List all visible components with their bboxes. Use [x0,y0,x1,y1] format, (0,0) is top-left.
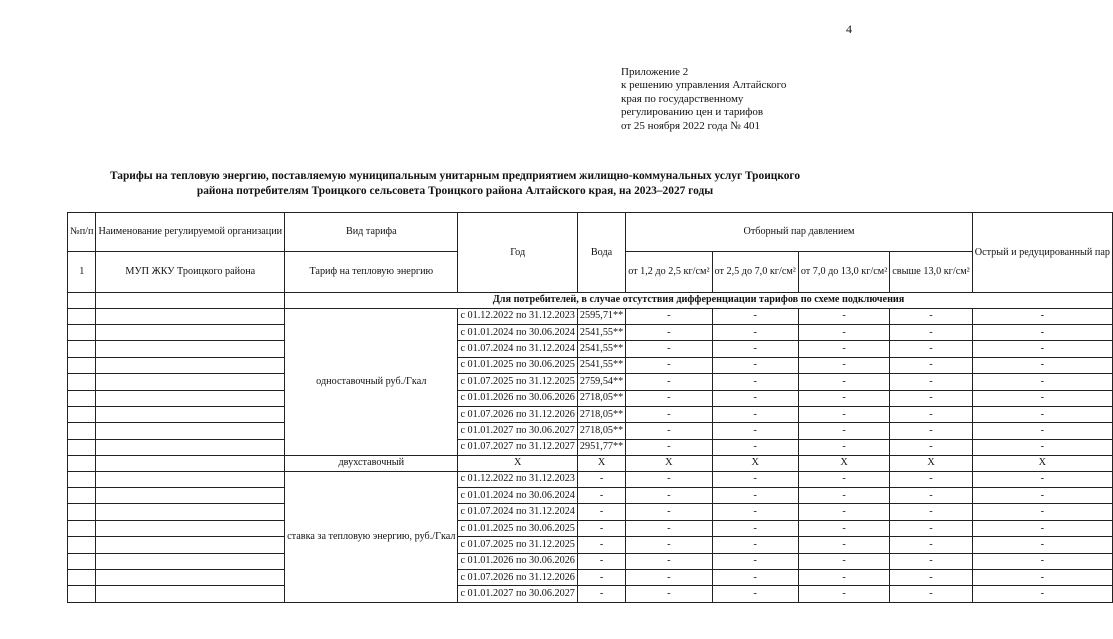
header-tariff-type: Вид тарифа [285,213,458,252]
steam-value: - [712,423,798,439]
org-cell [96,374,285,390]
table-row [68,357,1113,373]
period-cell: с 01.07.2025 по 31.12.2025 [458,537,577,553]
water-value: 2718,05** [577,423,625,439]
appendix-line: к решению управления Алтайского [621,79,787,92]
num-cell [68,471,96,487]
num-cell [68,586,96,602]
steam-value: - [890,537,972,553]
table-row [68,504,1113,520]
title-line: Тарифы на тепловую энергию, поставляемую муниципальным унитарным предприятием жилищно-коммунальных услуг Троицкого [109,170,801,182]
steam-value: - [798,537,889,553]
steam-value: - [712,439,798,455]
org-cell [96,504,285,520]
steam-value: - [972,423,1112,439]
steam-value: - [712,537,798,553]
steam-value: - [972,406,1112,422]
appendix-line: Приложение 2 [621,66,689,78]
org-cell [96,553,285,569]
period-cell: с 01.01.2027 по 30.06.2027 [458,586,577,602]
water-value: - [577,553,625,569]
title-line: района потребителям Троицкого сельсовета Троицкого района Алтайского края, на 2023–2027 годы [196,185,714,197]
tariff-table-body [68,213,1113,603]
steam-value: - [890,406,972,422]
steam-value: - [890,504,972,520]
num-cell [68,537,96,553]
water-value: - [577,537,625,553]
steam-value: - [712,324,798,340]
steam-value: - [798,504,889,520]
steam-value: - [798,553,889,569]
org-cell [96,406,285,422]
steam-value: - [712,390,798,406]
org-cell [96,586,285,602]
steam-value: - [798,471,889,487]
table-row [68,488,1113,504]
water-value: 2951,77** [577,439,625,455]
tariff-table [67,212,1113,603]
org-name: МУП ЖКУ Троицкого района [96,252,285,293]
section-row [68,293,1113,309]
steam-value: - [626,423,712,439]
num-cell [68,423,96,439]
num-cell [68,357,96,373]
steam-value: - [972,504,1112,520]
steam-value: - [626,308,712,324]
period-cell: с 01.12.2022 по 31.12.2023 [458,471,577,487]
num-cell [68,341,96,357]
steam-value: - [712,357,798,373]
page-number: 4 [846,22,852,36]
table-row [68,520,1113,536]
period-cell: с 01.01.2024 по 30.06.2024 [458,488,577,504]
tariff-kind: Тариф на тепловую энергию [285,252,458,293]
tariff-type-label: одноставочный руб./Гкал [285,308,458,456]
table-row [68,439,1113,455]
steam-value: - [890,423,972,439]
water-value: 2541,55** [577,324,625,340]
steam-value: - [712,553,798,569]
org-cell [96,341,285,357]
steam-value: - [890,308,972,324]
num-cell [68,504,96,520]
document-title [40,169,870,199]
steam-value: - [712,374,798,390]
steam-value: - [890,324,972,340]
period-cell: с 01.07.2024 по 31.12.2024 [458,341,577,357]
steam-value: - [626,390,712,406]
steam-value: - [890,570,972,586]
water-value: - [577,586,625,602]
row-num: 1 [68,252,96,293]
steam-value: - [626,537,712,553]
water-value: - [577,520,625,536]
period-cell: с 01.12.2022 по 31.12.2023 [458,308,577,324]
header-steam-1: от 1,2 до 2,5 кг/см² [626,252,712,293]
steam-value: - [890,439,972,455]
appendix-line: края по государственному [621,92,744,105]
steam-value: - [890,520,972,536]
appendix-line: регулированию цен и тарифов [621,106,764,119]
steam-value: - [798,308,889,324]
table-row [68,423,1113,439]
steam-value: - [626,357,712,373]
steam-value: - [798,357,889,373]
steam-value: - [626,520,712,536]
header-row [68,213,1113,252]
header-year: Год [458,213,577,293]
num-cell [68,406,96,422]
period-cell: с 01.01.2027 по 30.06.2027 [458,423,577,439]
header-sharp-steam: Острый и редуцированный пар [972,213,1112,293]
table-row [68,308,1113,324]
steam-value: - [712,488,798,504]
steam-value: - [972,471,1112,487]
x-value: X [972,456,1112,472]
water-value: 2718,05** [577,390,625,406]
steam-value: - [972,537,1112,553]
steam-value: - [626,439,712,455]
steam-value: - [972,488,1112,504]
steam-value: - [798,406,889,422]
steam-value: - [972,586,1112,602]
steam-value: - [626,504,712,520]
steam-value: - [890,553,972,569]
steam-value: - [626,341,712,357]
steam-value: - [798,488,889,504]
num-cell [68,308,96,324]
steam-value: - [712,570,798,586]
org-cell [96,471,285,487]
x-value: X [458,456,577,472]
org-cell [96,439,285,455]
header-num: №п/п [68,213,96,252]
appendix-line: от 25 ноября 2022 года № 401 [621,119,760,132]
steam-value: - [890,341,972,357]
table-row [68,471,1113,487]
org-cell [96,390,285,406]
steam-value: - [972,439,1112,455]
header-steam-3: от 7,0 до 13,0 кг/см² [798,252,889,293]
steam-value: - [798,586,889,602]
steam-value: - [890,374,972,390]
period-cell: с 01.07.2025 по 31.12.2025 [458,374,577,390]
num-cell [68,570,96,586]
steam-value: - [972,570,1112,586]
water-value: - [577,570,625,586]
x-value: X [890,456,972,472]
steam-value: - [890,471,972,487]
steam-value: - [972,357,1112,373]
steam-value: - [890,488,972,504]
table-row [68,456,1113,472]
steam-value: - [626,471,712,487]
period-cell: с 01.01.2026 по 30.06.2026 [458,390,577,406]
steam-value: - [798,520,889,536]
steam-value: - [972,374,1112,390]
tariff-type-label: двухставочный [285,456,458,472]
steam-value: - [712,308,798,324]
num-cell [68,374,96,390]
steam-value: - [972,341,1112,357]
table-row [68,586,1113,602]
steam-value: - [626,374,712,390]
table-row [68,406,1113,422]
steam-value: - [798,324,889,340]
steam-value: - [626,324,712,340]
water-value: - [577,471,625,487]
period-cell: с 01.07.2026 по 31.12.2026 [458,406,577,422]
period-cell: с 01.07.2027 по 31.12.2027 [458,439,577,455]
steam-value: - [972,553,1112,569]
x-value: X [798,456,889,472]
steam-value: - [972,308,1112,324]
num-cell [68,520,96,536]
x-value: X [577,456,625,472]
steam-value: - [972,520,1112,536]
steam-value: - [890,390,972,406]
water-value: - [577,488,625,504]
org-cell [96,456,285,472]
steam-value: - [712,504,798,520]
steam-value: - [798,341,889,357]
water-value: 2759,54** [577,374,625,390]
water-value: - [577,504,625,520]
num-cell [68,553,96,569]
org-cell [96,570,285,586]
num-cell [68,456,96,472]
steam-value: - [972,390,1112,406]
org-cell [96,520,285,536]
period-cell: с 01.07.2026 по 31.12.2026 [458,570,577,586]
table-row [68,390,1113,406]
steam-value: - [626,488,712,504]
num-cell [68,439,96,455]
tariff-type-label: ставка за тепловую энергию, руб./Гкал [285,471,458,602]
steam-value: - [890,357,972,373]
num-cell [68,390,96,406]
steam-value: - [798,439,889,455]
water-value: 2541,55** [577,357,625,373]
steam-value: - [626,553,712,569]
steam-value: - [626,586,712,602]
org-cell [96,423,285,439]
steam-value: - [626,406,712,422]
steam-value: - [798,423,889,439]
period-cell: с 01.01.2024 по 30.06.2024 [458,324,577,340]
period-cell: с 01.01.2026 по 30.06.2026 [458,553,577,569]
steam-value: - [712,586,798,602]
num-cell [68,488,96,504]
period-cell: с 01.01.2025 по 30.06.2025 [458,357,577,373]
steam-value: - [798,374,889,390]
appendix-note [621,66,786,133]
num-cell [68,324,96,340]
steam-value: - [712,520,798,536]
section-title: Для потребителей, в случае отсутствия дифференциации тарифов по схеме подключения [285,293,1113,309]
header-steam-4: свыше 13,0 кг/см² [890,252,972,293]
section-spacer [68,293,96,309]
x-value: X [712,456,798,472]
steam-value: - [890,586,972,602]
steam-value: - [712,471,798,487]
header-org: Наименование регулируемой организации [96,213,285,252]
water-value: 2718,05** [577,406,625,422]
steam-value: - [626,570,712,586]
table-row [68,374,1113,390]
table-row [68,324,1113,340]
header-steam-2: от 2,5 до 7,0 кг/см² [712,252,798,293]
steam-value: - [712,406,798,422]
x-value: X [626,456,712,472]
org-cell [96,357,285,373]
steam-value: - [798,570,889,586]
org-cell [96,537,285,553]
org-cell [96,488,285,504]
table-row [68,553,1113,569]
section-spacer [96,293,285,309]
header-water: Вода [577,213,625,293]
table-row [68,570,1113,586]
org-cell [96,324,285,340]
water-value: 2595,71** [577,308,625,324]
table-row [68,537,1113,553]
header-steam: Отборный пар давлением [626,213,973,252]
steam-value: - [972,324,1112,340]
water-value: 2541,55** [577,341,625,357]
period-cell: с 01.01.2025 по 30.06.2025 [458,520,577,536]
steam-value: - [712,341,798,357]
table-row [68,341,1113,357]
period-cell: с 01.07.2024 по 31.12.2024 [458,504,577,520]
steam-value: - [798,390,889,406]
org-cell [96,308,285,324]
